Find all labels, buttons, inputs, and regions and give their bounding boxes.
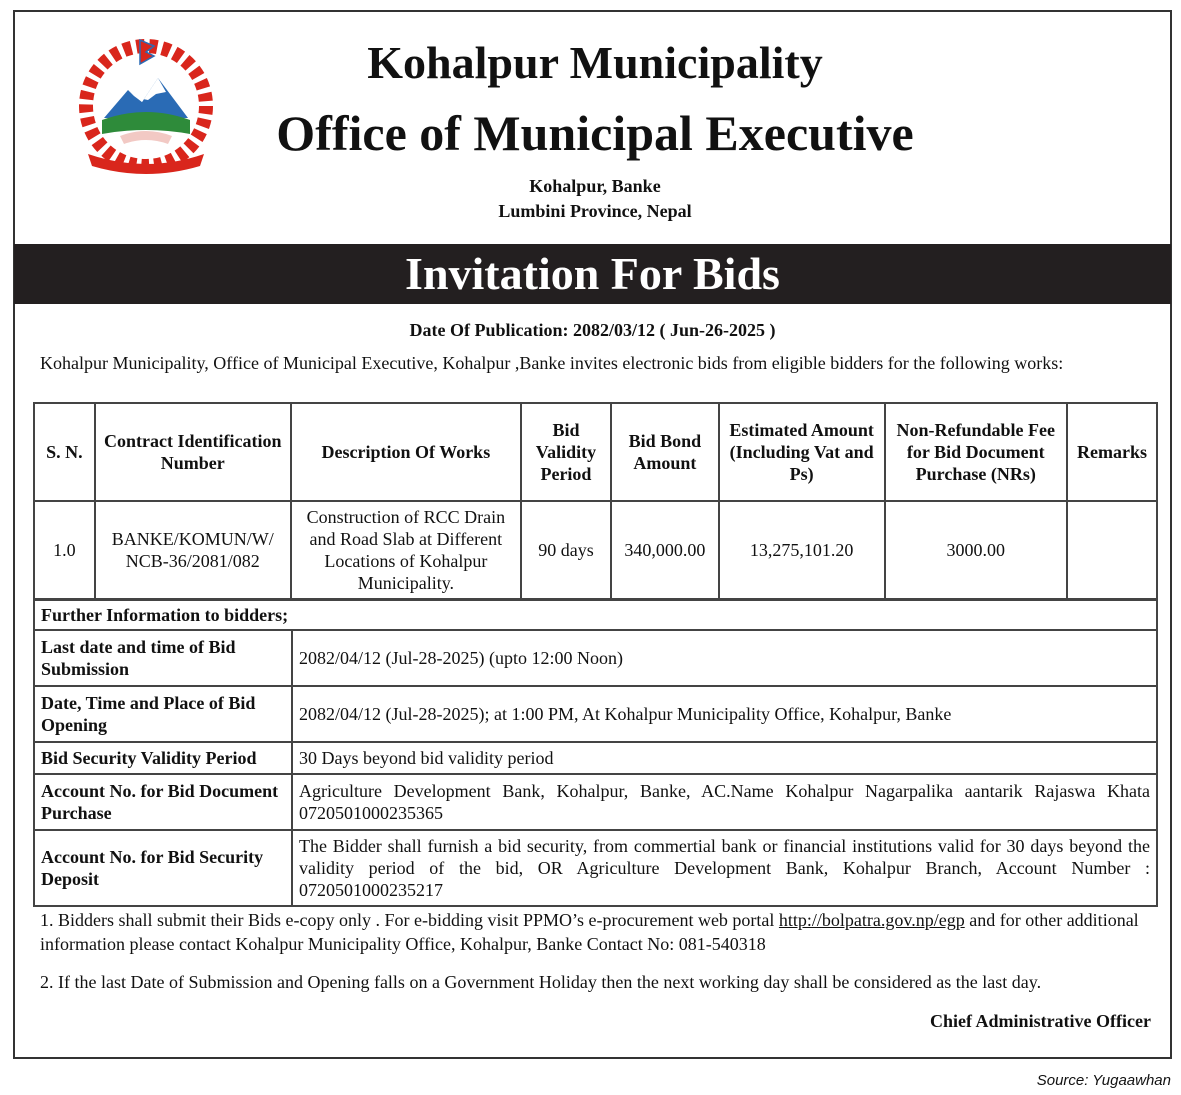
header-validity: Bid Validity Period bbox=[521, 403, 611, 501]
header-sn: S. N. bbox=[34, 403, 95, 501]
egp-portal-link[interactable]: http://bolpatra.gov.np/egp bbox=[778, 910, 965, 930]
office-title: Office of Municipal Executive bbox=[276, 105, 914, 161]
note-1-text-end: and for other additional information please contact Kohalpur Municipality Office, Kohalpur, Banke Contact No: 081-540318 bbox=[40, 910, 1139, 954]
cell-sn: 1.0 bbox=[34, 501, 95, 599]
bid-table bbox=[33, 402, 1158, 600]
intro-paragraph: Kohalpur Municipality, Office of Municipal Executive, Kohalpur ,Banke invites electronic bids from eligible bidders for the following works: bbox=[40, 353, 1064, 373]
info-label-security-validity: Bid Security Validity Period bbox=[34, 742, 292, 774]
info-row bbox=[34, 830, 1157, 906]
header-description: Description Of Works bbox=[291, 403, 521, 501]
further-info-heading: Further Information to bidders; bbox=[34, 600, 1157, 630]
table-row bbox=[34, 501, 1157, 599]
info-row bbox=[34, 742, 1157, 774]
info-value-security-validity: 30 Days beyond bid validity period bbox=[292, 742, 1157, 774]
info-value-document-account: Agriculture Development Bank, Kohalpur, Banke, AC.Name Kohalpur Nagarpalika aantarik Rajaswa Khata 0720501000235365 bbox=[292, 774, 1157, 830]
nepal-emblem-icon bbox=[68, 34, 224, 174]
info-value-submission: 2082/04/12 (Jul-28-2025) (upto 12:00 Noon) bbox=[292, 630, 1157, 686]
info-row bbox=[34, 686, 1157, 742]
header-fee: Non-Refundable Fee for Bid Document Purchase (NRs) bbox=[885, 403, 1068, 501]
info-row bbox=[34, 630, 1157, 686]
cell-fee: 3000.00 bbox=[885, 501, 1068, 599]
note-2: 2. If the last Date of Submission and Opening falls on a Government Holiday then the next working day shall be considered as the last day. bbox=[40, 972, 1042, 992]
header-bond: Bid Bond Amount bbox=[611, 403, 719, 501]
header-estimated: Estimated Amount (Including Vat and Ps) bbox=[719, 403, 885, 501]
source-credit: Source: Yugaawhan bbox=[1036, 1072, 1171, 1089]
cell-remarks bbox=[1067, 501, 1157, 599]
further-info-table bbox=[33, 599, 1158, 907]
address-line-2: Lumbini Province, Nepal bbox=[498, 201, 692, 221]
municipality-title: Kohalpur Municipality bbox=[367, 37, 823, 88]
cell-description: Construction of RCC Drain and Road Slab at Different Locations of Kohalpur Municipality. bbox=[291, 501, 521, 599]
cell-bond: 340,000.00 bbox=[611, 501, 719, 599]
note-1-text-start: 1. Bidders shall submit their Bids e-copy only . For e-bidding visit PPMO’s e-procurement web portal bbox=[40, 910, 779, 930]
cell-validity: 90 days bbox=[521, 501, 611, 599]
info-label-document-account: Account No. for Bid Document Purchase bbox=[34, 774, 292, 830]
table-header-row bbox=[34, 403, 1157, 501]
address-line-1: Kohalpur, Banke bbox=[529, 176, 661, 196]
info-label-security-account: Account No. for Bid Security Deposit bbox=[34, 830, 292, 906]
info-label-submission: Last date and time of Bid Submission bbox=[34, 630, 292, 686]
cell-contract-id: BANKE/KOMUN/W/ NCB-36/2081/082 bbox=[95, 501, 291, 599]
note-1 bbox=[40, 908, 1152, 956]
header-remarks: Remarks bbox=[1067, 403, 1157, 501]
invitation-banner: Invitation For Bids bbox=[14, 244, 1171, 304]
signature: Chief Administrative Officer bbox=[930, 1011, 1151, 1031]
info-label-opening: Date, Time and Place of Bid Opening bbox=[34, 686, 292, 742]
cell-estimated: 13,275,101.20 bbox=[719, 501, 885, 599]
info-row bbox=[34, 774, 1157, 830]
info-value-security-account: The Bidder shall furnish a bid security, from commertial bank or financial institutions valid for 30 days beyond the validity period of the bid, OR Agriculture Development Bank, Kohalpur Branch, Account Number : 0720501000235217 bbox=[292, 830, 1157, 906]
info-value-opening: 2082/04/12 (Jul-28-2025); at 1:00 PM, At Kohalpur Municipality Office, Kohalpur, Banke bbox=[292, 686, 1157, 742]
publication-date: Date Of Publication: 2082/03/12 ( Jun-26-2025 ) bbox=[409, 320, 776, 340]
header-contract-id: Contract Identification Number bbox=[95, 403, 291, 501]
